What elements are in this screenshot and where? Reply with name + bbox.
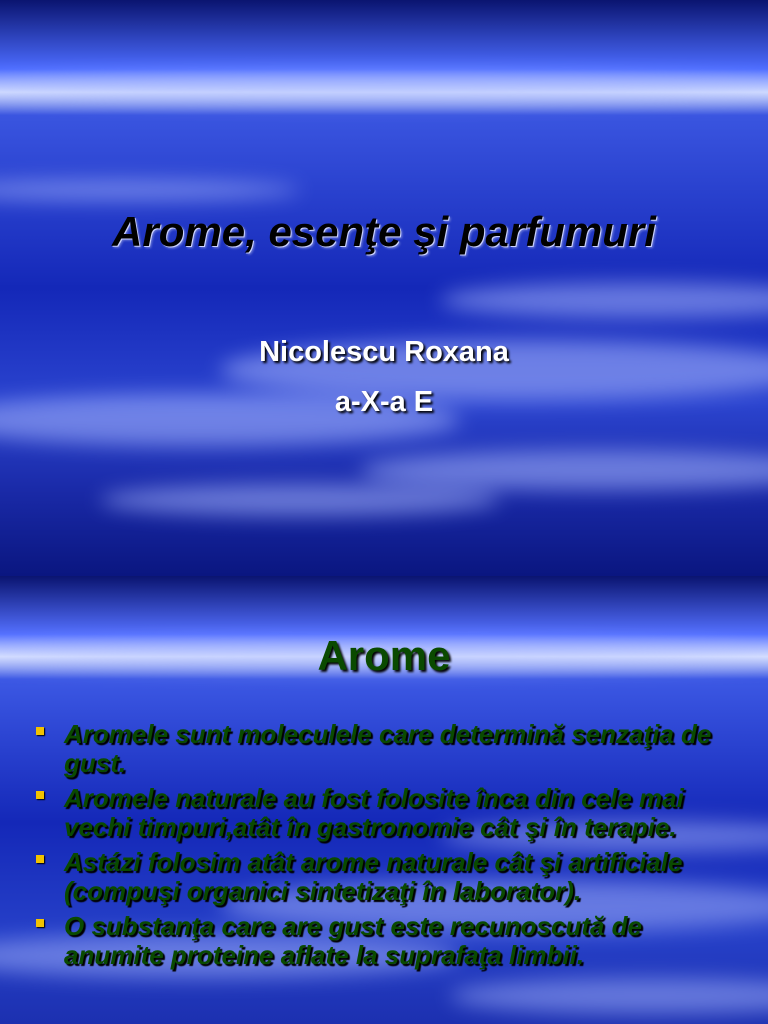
slide-title-heading: Arome, esenţe şi parfumuri — [112, 208, 656, 255]
list-item-text: Astázi folosim atât arome naturale cât şi artificiale (compuşi organici sintetizaţi în laborator). — [64, 847, 683, 906]
list-item-text: Aromele sunt moleculele care determină senzaţia de gust. — [64, 719, 712, 778]
list-item — [0, 912, 768, 970]
list-item-text: Aromele naturale au fost folosite înca din cele mai vechi timpuri,atât în gastronomie cât şi în terapie. — [64, 783, 684, 842]
bullet-square-icon — [36, 919, 44, 927]
slide-arome — [0, 576, 768, 1024]
bullet-list — [0, 720, 768, 976]
slide-heading: Arome — [317, 632, 451, 679]
list-item-text: O substanţa care are gust este recunoscută de anumite proteine aflate la suprafaţa limbii. — [64, 911, 642, 970]
author-name: Nicolescu Roxana — [259, 336, 509, 368]
class-label: a-X-a E — [334, 386, 434, 418]
bullet-square-icon — [36, 855, 44, 863]
list-item — [0, 848, 768, 906]
list-item — [0, 784, 768, 842]
bullet-square-icon — [36, 727, 44, 735]
list-item — [0, 720, 768, 778]
bullet-square-icon — [36, 791, 44, 799]
